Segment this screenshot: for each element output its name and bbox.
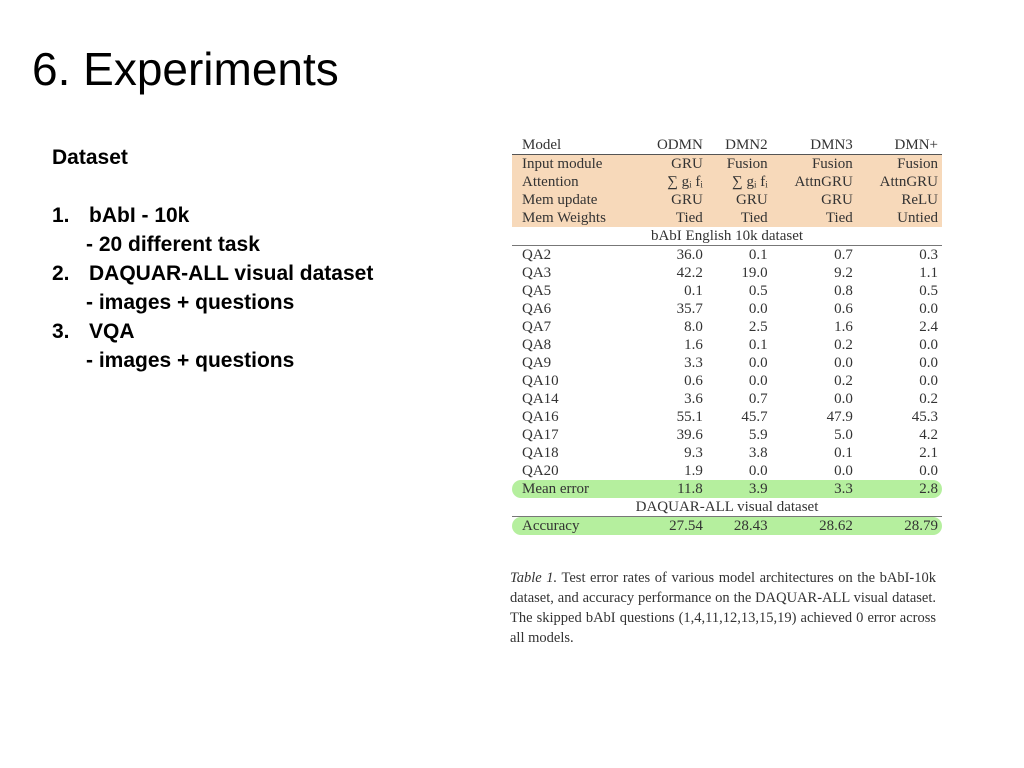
table-cell: 35.7 (676, 301, 703, 317)
row-label: QA16 (522, 409, 559, 425)
config-rows (512, 155, 942, 228)
table-cell: 45.7 (741, 409, 768, 425)
table-cell: 0.0 (919, 301, 938, 317)
table-cell: 9.2 (834, 265, 853, 281)
list-number: 1. (52, 204, 70, 227)
table-cell: 0.8 (834, 283, 853, 299)
table-cell: 0.2 (834, 373, 853, 389)
table-row (512, 336, 942, 354)
table-cell: 3.3 (772, 480, 857, 498)
table-cell: 0.1 (684, 283, 703, 299)
table-cell: AttnGRU (857, 173, 942, 191)
table-cell: 0.0 (919, 373, 938, 389)
column-header: DMN+ (857, 136, 942, 155)
table-cell: 1.6 (684, 337, 703, 353)
row-label: Attention (512, 173, 638, 191)
row-label: QA5 (522, 283, 552, 299)
row-label: QA17 (522, 427, 559, 443)
table-cell: 3.8 (748, 445, 768, 461)
table-cell: Fusion (707, 155, 772, 174)
results-table (512, 136, 942, 535)
row-label: Mem Weights (512, 209, 638, 227)
table-cell: 0.0 (919, 337, 938, 353)
row-label: QA7 (522, 319, 552, 335)
table-cell: 3.9 (707, 480, 772, 498)
list-subline: - images + questions (86, 349, 295, 372)
list-number: 3. (52, 320, 70, 343)
table-row (512, 354, 942, 372)
table-cell: 19.0 (741, 265, 768, 281)
table-cell: 11.8 (638, 480, 707, 498)
table-cell: 5.0 (834, 427, 853, 443)
table-cell: Untied (857, 209, 942, 227)
row-label: QA8 (522, 337, 552, 353)
table-cell: ∑ gᵢ fᵢ (707, 173, 772, 191)
list-number: 2. (52, 262, 70, 285)
row-label: QA14 (522, 391, 559, 407)
table-cell: Tied (638, 209, 707, 227)
table-cell: 3.3 (684, 355, 703, 371)
results-table-figure (512, 136, 942, 535)
table-cell: 0.6 (684, 373, 703, 389)
row-label: Mean error (512, 480, 638, 498)
table-cell: 9.3 (684, 445, 703, 461)
table-cell: 1.9 (684, 463, 703, 479)
column-header: Model (512, 136, 638, 155)
table-row (512, 408, 942, 426)
section-row (512, 227, 942, 246)
table-cell: 0.6 (834, 301, 853, 317)
table-cell: 0.2 (919, 391, 938, 407)
mean-error-row (512, 480, 942, 498)
column-header: DMN2 (707, 136, 772, 155)
table-cell: 0.0 (919, 463, 938, 479)
table-cell: 0.7 (834, 247, 853, 263)
table-cell: Fusion (857, 155, 942, 174)
table-caption (510, 568, 936, 648)
table-cell: 55.1 (676, 409, 703, 425)
table-cell: 0.2 (834, 337, 853, 353)
row-label: QA2 (522, 247, 552, 263)
table-cell: 2.8 (857, 480, 942, 498)
list-label: DAQUAR-ALL visual dataset (89, 262, 374, 285)
table-row (512, 191, 942, 209)
table-cell: 0.0 (748, 301, 768, 317)
table-cell: 0.1 (748, 337, 768, 353)
table-row (512, 426, 942, 444)
accuracy-row (512, 517, 942, 536)
list-item (52, 259, 472, 317)
table-row (512, 155, 942, 174)
table-cell: GRU (772, 191, 857, 209)
table-cell: 0.0 (834, 355, 853, 371)
column-header: ODMN (638, 136, 707, 155)
table-row (512, 209, 942, 227)
table-row (512, 282, 942, 300)
table-cell: Tied (707, 209, 772, 227)
table-cell: 1.1 (919, 265, 938, 281)
table-cell: GRU (707, 191, 772, 209)
table-cell: 5.9 (748, 427, 768, 443)
table-row (512, 462, 942, 480)
table-cell: 0.5 (748, 283, 768, 299)
table-cell: 45.3 (911, 409, 938, 425)
table-row (512, 372, 942, 390)
table-cell: ReLU (857, 191, 942, 209)
table-cell: 1.6 (834, 319, 853, 335)
table-cell: 28.79 (857, 517, 942, 536)
list-item (52, 317, 472, 375)
table-cell: 0.1 (748, 247, 768, 263)
table-row (512, 318, 942, 336)
row-label: QA3 (522, 265, 552, 281)
table-cell: 2.5 (748, 319, 768, 335)
dataset-panel (52, 143, 472, 375)
table-cell: 28.43 (707, 517, 772, 536)
table-cell: 0.0 (834, 463, 853, 479)
list-subline: - images + questions (86, 291, 295, 314)
caption-label: Table 1. (510, 570, 558, 586)
table-cell: ∑ gᵢ fᵢ (638, 173, 707, 191)
table-cell: 2.4 (919, 319, 938, 335)
table-cell: 2.1 (919, 445, 938, 461)
list-item (52, 201, 472, 259)
table-row (512, 173, 942, 191)
table-row (512, 390, 942, 408)
row-label: Mem update (512, 191, 638, 209)
row-label: Accuracy (512, 517, 638, 536)
table-cell: Tied (772, 209, 857, 227)
list-subline: - 20 different task (86, 233, 260, 256)
table-cell: 0.3 (919, 247, 938, 263)
table-cell: GRU (638, 191, 707, 209)
table-cell: 47.9 (826, 409, 853, 425)
table-cell: 0.5 (919, 283, 938, 299)
table-row (512, 246, 942, 265)
table-cell: 0.0 (919, 355, 938, 371)
list-label: VQA (89, 320, 135, 343)
caption-text: Test error rates of various model architectures on the bAbI-10k dataset, and accuracy performance on the DAQUAR-ALL visual dataset. The skipped bAbI questions (1,4,11,12,13,15,19) achieved 0 error across all models. (510, 570, 936, 646)
slide-title: 6. Experiments (32, 43, 339, 95)
daquar-section-label: DAQUAR-ALL visual dataset (512, 498, 942, 517)
table-cell: 0.0 (748, 463, 768, 479)
table-cell: GRU (638, 155, 707, 174)
table-header-row (512, 136, 942, 155)
table-cell: AttnGRU (772, 173, 857, 191)
dataset-heading: Dataset (52, 146, 128, 169)
table-cell: 28.62 (772, 517, 857, 536)
section-row (512, 498, 942, 517)
table-cell: 39.6 (676, 427, 703, 443)
table-row (512, 300, 942, 318)
table-cell: 0.1 (834, 445, 853, 461)
babi-rows (512, 246, 942, 481)
table-cell: 0.0 (834, 391, 853, 407)
row-label: Input module (512, 155, 638, 174)
row-label: QA10 (522, 373, 559, 389)
table-cell: 36.0 (676, 247, 703, 263)
table-row (512, 264, 942, 282)
babi-section-label: bAbI English 10k dataset (512, 227, 942, 246)
table-cell: 3.6 (684, 391, 703, 407)
row-label: QA20 (522, 463, 559, 479)
table-cell: 42.2 (676, 265, 703, 281)
row-label: QA18 (522, 445, 559, 461)
table-cell: 0.0 (748, 373, 768, 389)
table-cell: 0.0 (748, 355, 768, 371)
table-cell: 0.7 (748, 391, 768, 407)
row-label: QA9 (522, 355, 552, 371)
table-cell: 8.0 (684, 319, 703, 335)
table-cell: Fusion (772, 155, 857, 174)
column-header: DMN3 (772, 136, 857, 155)
table-row (512, 444, 942, 462)
table-cell: 4.2 (919, 427, 938, 443)
list-label: bAbI - 10k (89, 204, 190, 227)
table-cell: 27.54 (638, 517, 707, 536)
row-label: QA6 (522, 301, 552, 317)
dataset-list (52, 201, 472, 375)
